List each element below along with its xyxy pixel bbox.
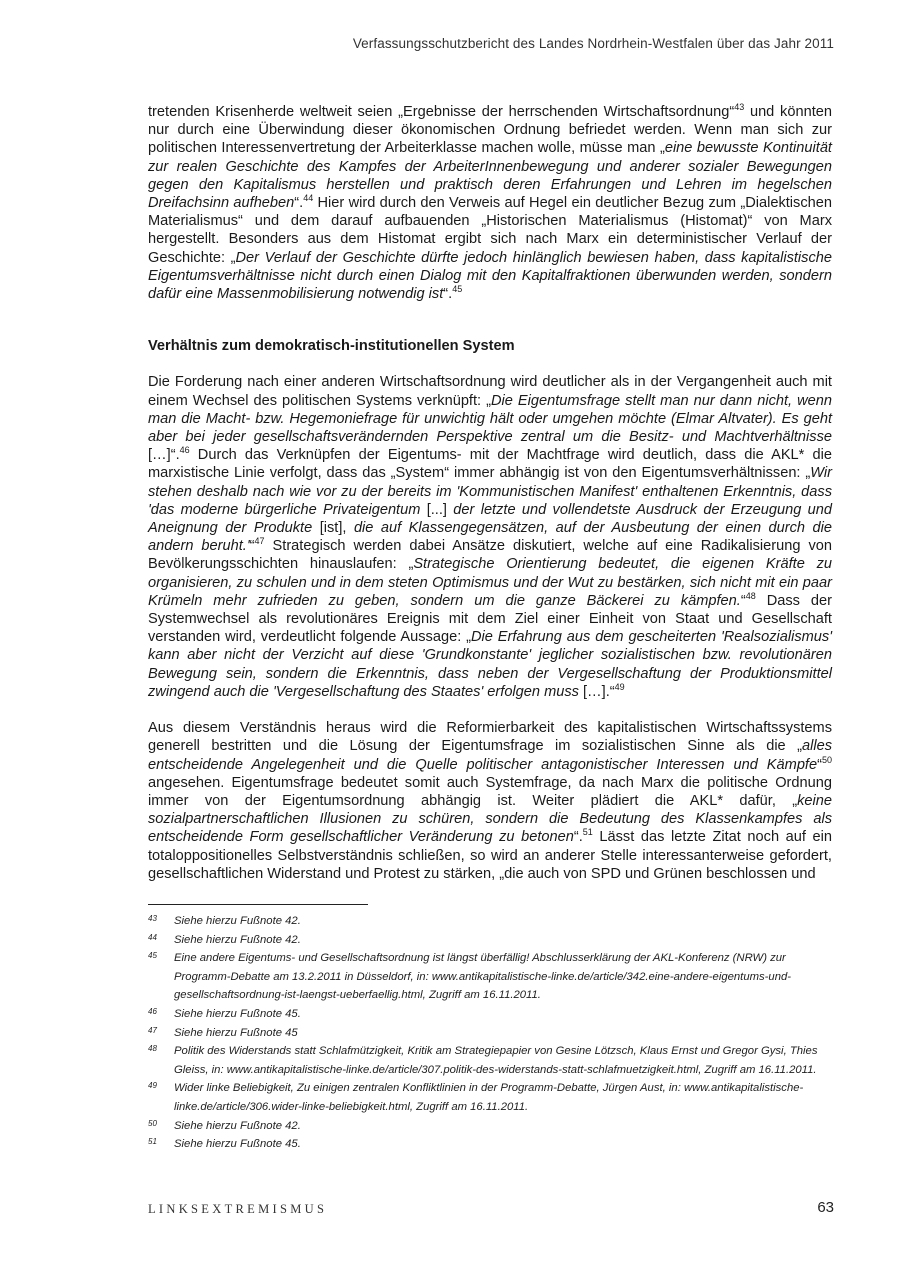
footnote-ref: 43 <box>734 102 745 113</box>
footnote-ref: 48 <box>745 591 756 602</box>
footnote-item: 49 Wider linke Beliebigkeit, Zu einigen zentralen Konfliktlinien in der Programm-Debatte, Jürgen Aust, in: www.antikapitalistische-linke.de/article/306.wider-linke-beliebigkeit.html, Zugriff am 16.11.2011. <box>148 1081 804 1113</box>
paragraph-3: Aus diesem Verständnis heraus wird die Reformierbarkeit des kapitalistischen Wirtschaftssystems generell bestritten und die Lösung der Eigentumsfrage im sozialistischen Sinne als die „alles entscheidende Angelegenheit und die Quelle politischer antagonistischer Interessen und Kämpfe“$^{50}$ angesehen. Eigentumsfrage bedeutet somit auch Systemfrage, da nach Marx die politische Ordnung immer von der Eigentumsordnung abhängig ist. Weiter plädiert die AKL* dafür, „keine sozialpartnerschaftlichen Illusionen zu schüren, sondern die Bedeutung des Klassenkampfes als entscheidende Form gesellschaftlicher Veränderung zu betonen“.$^{51}$ Lässt das letzte Zitat noch auf ein totaloppositionelles Selbstverständnis schließen, so wird an anderer Stelle interessanterweise gefordert, gesellschaftlichen Widerstand und Protest zu stärken, „die auch von SPD und Grünen beschlossen und <box>148 720 832 882</box>
footnote-ref: 46 <box>179 445 190 456</box>
footnote-ref: 47 <box>254 536 265 547</box>
body-text <box>148 103 832 883</box>
footnote-item: 44 Siehe hierzu Fußnote 42. <box>148 932 301 946</box>
footnote-item: 50 Siehe hierzu Fußnote 42. <box>148 1118 301 1132</box>
footnote-item: 46 Siehe hierzu Fußnote 45. <box>148 1006 301 1020</box>
footnote-ref: 51 <box>582 827 593 838</box>
footnote-item: 51 Siehe hierzu Fußnote 45. <box>148 1137 301 1151</box>
footer-section-label: LINKSEXTREMISMUS <box>148 1202 328 1216</box>
running-header: Verfassungsschutzbericht des Landes Nordrhein-Westfalen über das Jahr 2011 <box>352 36 834 51</box>
footnote-ref: 45 <box>452 284 463 295</box>
footnote-ref: 44 <box>303 193 314 204</box>
footnote-ref: 49 <box>614 682 625 693</box>
footnote-divider <box>148 904 368 905</box>
footnote-item: 47 Siehe hierzu Fußnote 45 <box>148 1025 298 1039</box>
paragraph-1: tretenden Krisenherde weltweit seien „Ergebnisse der herrschenden Wirtschaftsordnung“$^{43}$ und könnten nur durch eine Überwindung dieser ökonomischen Ordnung befriedet werden. Wenn man sich zur politischen Interessenvertretung der Arbeiterklasse machen wolle, müsse man „eine bewusste Kontinuität zur realen Geschichte des Kampfes der ArbeiterInnenbewegung und anderer sozialer Bewegungen gegen den Kapitalismus herstellen und praktisch deren Erfahrungen und Lehren im hegelschen Dreifachsinn aufheben“.$^{44}$ Hier wird durch den Verweis auf Hegel ein deutlicher Bezug zum „Dialektischen Materialismus“ und dem darauf aufbauenden „Historischen Materialismus (Histomat)“ von Marx hergestellt. Besonders aus dem Histomat ergibt sich nach Marx ein deterministischer Verlauf der Geschichte: „Der Verlauf der Geschichte dürfte jedoch hinlänglich bewiesen haben, dass kapitalistische Eigentumsverhältnisse nicht durch einen Dialog mit den Kapitalfraktionen überwunden werden, sondern dafür eine Massenmobilisierung notwendig ist“.$^{45}$ <box>148 102 832 303</box>
footnote-item: 43 Siehe hierzu Fußnote 42. <box>148 914 301 927</box>
section-heading: Verhältnis zum demokratisch-institutionellen System <box>148 338 515 355</box>
footnote-item: 45 Eine andere Eigentums- und Gesellschaftsordnung ist längst überfällig! Abschlusserklärung der AKL-Konferenz (NRW) zur Programm-Debatte am 13.2.2011 in Düsseldorf, in: www.antikapitalistische-linke.de/article/342.eine-andere-eigentums-und-gesellschaftsordnung-ist-laengst-ueberfaellig.html, Zugriff am 16.11.2011. <box>148 951 792 1002</box>
footnote-ref: 50 <box>821 754 832 765</box>
paragraph-2: Die Forderung nach einer anderen Wirtschaftsordnung wird deutlicher als in der Vergangenheit auch mit einem Wechsel des politischen Systems verknüpft: „Die Eigentumsfrage stellt man nur dann nicht, wenn man die Macht- bzw. Hegemoniefrage für unwichtig hält oder umgehen möchte (Elmar Altvater). Es geht aber bei jeder gesellschaftsverändernden Perspektive zentral um die Besitz- und Machtverhältnisse […]“.$^{46}$ Durch das Verknüpfen der Eigentums- mit der Machtfrage wird deutlich, dass die AKL* die marxistische Linie verfolgt, dass das „System“ immer abhängig ist von den Eigentumsverhältnissen: „Wir stehen deshalb nach wie vor zu der bereits im 'Kommunistischen Manifest' enthaltenen Erkenntnis, dass 'das moderne bürgerliche Privateigentum [...] der letzte und vollendetste Ausdruck der Erzeugung und Aneignung der Produkte [ist], die auf Klassengegensätzen, auf der Ausbeutung der einen durch die andern beruht.'“$^{47}$ Strategisch werden dabei Ansätze diskutiert, welche auf eine Radikalisierung von Bevölkerungsschichten hinauslaufen: „Strategische Orientierung bedeutet, die eigenen Kräfte zu organisieren, zu schulen und in dem steten Optimismus und der Wut zu bestärken, sich nicht mit ein paar Krümeln mehr zufrieden zu geben, sondern um die ganze Bäckerei zu kämpfen.“$^{48}$ Dass der Systemwechsel als revolutionäres Ereignis mit dem Ziel einer Einheit von Staat und Gesellschaft verstanden wird, verdeutlicht folgende Aussage: „Die Erfahrung aus dem gescheiterten 'Realsozialismus' kann aber nicht der Verzicht auf diese 'Grundkonstante' jeglicher sozialistischen bzw. revolutionären Bewegung sein, sondern die Erkenntnis, dass neben der Vergesellschaftung der Produktionsmittel zwingend auch die 'Vergesellschaftung des Staates' erfolgen muss […].“$^{49}$ <box>148 374 833 700</box>
page-number: 63 <box>817 1199 834 1216</box>
footnote-item: 48 Politik des Widerstands statt Schlafmützigkeit, Kritik am Strategiepapier von Gesine Lötzsch, Klaus Ernst und Gregor Gysi, Thies Gleiss, in: www.antikapitalistische-linke.de/article/307.politik-des-widerstands-statt-schlafmuetzigkeit.html, Zugriff am 16.11.2011. <box>148 1044 818 1076</box>
footnotes <box>148 912 838 1154</box>
